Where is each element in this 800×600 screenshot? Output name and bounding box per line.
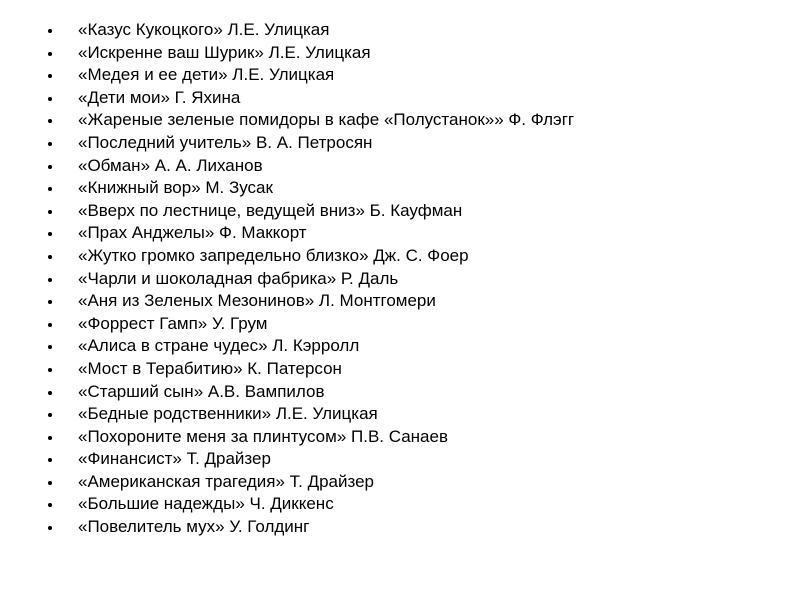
- list-item: [48, 268, 768, 291]
- bullet-icon: [48, 300, 52, 304]
- bullet-icon: [48, 142, 52, 146]
- book-title: «Последний учитель» В. А. Петросян: [78, 132, 373, 152]
- bullet-icon: [48, 97, 52, 101]
- bullet-icon: [48, 119, 52, 123]
- list-item: [48, 42, 768, 65]
- bullet-icon: [48, 74, 52, 78]
- list-item: [48, 471, 768, 494]
- book-title: «Мост в Терабитию» К. Патерсон: [78, 358, 342, 378]
- book-title: «Казус Кукоцкого» Л.Е. Улицкая: [78, 20, 330, 39]
- book-title: «Алиса в стране чудес» Л. Кэрролл: [78, 336, 360, 356]
- book-title: «Форрест Гамп» У. Грум: [78, 313, 268, 333]
- list-item: [48, 493, 768, 516]
- list-item: [48, 358, 768, 381]
- list-item: [48, 290, 768, 313]
- list-item: [48, 448, 768, 471]
- list-item: [48, 177, 768, 200]
- list-item: [48, 222, 768, 245]
- bullet-icon: [48, 368, 52, 372]
- book-title: «Американская трагедия» Т. Драйзер: [78, 471, 375, 491]
- list-item: [48, 313, 768, 336]
- book-title: «Медея и ее дети» Л.Е. Улицкая: [78, 65, 335, 85]
- bullet-icon: [48, 52, 52, 56]
- bullet-icon: [48, 413, 52, 417]
- list-item: [48, 245, 768, 268]
- list-item: [48, 200, 768, 223]
- book-title: «Книжный вор» М. Зусак: [78, 178, 273, 198]
- list-item: [48, 109, 768, 132]
- book-list: [48, 19, 768, 539]
- book-title: «Чарли и шоколадная фабрика» Р. Даль: [78, 268, 399, 288]
- list-item: [48, 19, 768, 42]
- bullet-icon: [48, 232, 52, 236]
- bullet-icon: [48, 210, 52, 214]
- bullet-icon: [48, 481, 52, 485]
- list-item: [48, 516, 768, 539]
- list-item: [48, 426, 768, 449]
- book-title: «Большие надежды» Ч. Диккенс: [78, 494, 334, 514]
- list-item: [48, 64, 768, 87]
- book-title: «Повелитель мух» У. Голдинг: [78, 517, 310, 537]
- bullet-icon: [48, 323, 52, 327]
- bullet-icon: [48, 345, 52, 349]
- bullet-icon: [48, 458, 52, 462]
- list-item: [48, 335, 768, 358]
- bullet-icon: [48, 436, 52, 440]
- book-title: «Похороните меня за плинтусом» П.В. Санаев: [78, 426, 448, 446]
- book-title: «Аня из Зеленых Мезонинов» Л. Монтгомери: [78, 291, 436, 311]
- bullet-icon: [48, 526, 52, 530]
- bullet-icon: [48, 29, 52, 33]
- book-title: «Жутко громко запредельно близко» Дж. С. Фоер: [78, 245, 469, 265]
- bullet-icon: [48, 391, 52, 395]
- book-title: «Финансист» Т. Драйзер: [78, 449, 271, 469]
- bullet-icon: [48, 165, 52, 169]
- book-title: «Бедные родственники» Л.Е. Улицкая: [78, 404, 378, 424]
- list-item: [48, 403, 768, 426]
- bullet-icon: [48, 278, 52, 282]
- book-title: «Вверх по лестнице, ведущей вниз» Б. Кауфман: [78, 200, 463, 220]
- list-item: [48, 155, 768, 178]
- list-item: [48, 87, 768, 110]
- list-item: [48, 381, 768, 404]
- list-item: [48, 132, 768, 155]
- book-title: «Дети мои» Г. Яхина: [78, 87, 241, 107]
- bullet-icon: [48, 503, 52, 507]
- book-title: «Обман» А. А. Лиханов: [78, 155, 263, 175]
- book-title: «Искренне ваш Шурик» Л.Е. Улицкая: [78, 42, 371, 62]
- bullet-icon: [48, 187, 52, 191]
- bullet-icon: [48, 255, 52, 259]
- book-title: «Жареные зеленые помидоры в кафе «Полустанок»» Ф. Флэгг: [78, 110, 575, 130]
- book-title: «Старший сын» А.В. Вампилов: [78, 381, 325, 401]
- book-title: «Прах Анджелы» Ф. Маккорт: [78, 223, 307, 243]
